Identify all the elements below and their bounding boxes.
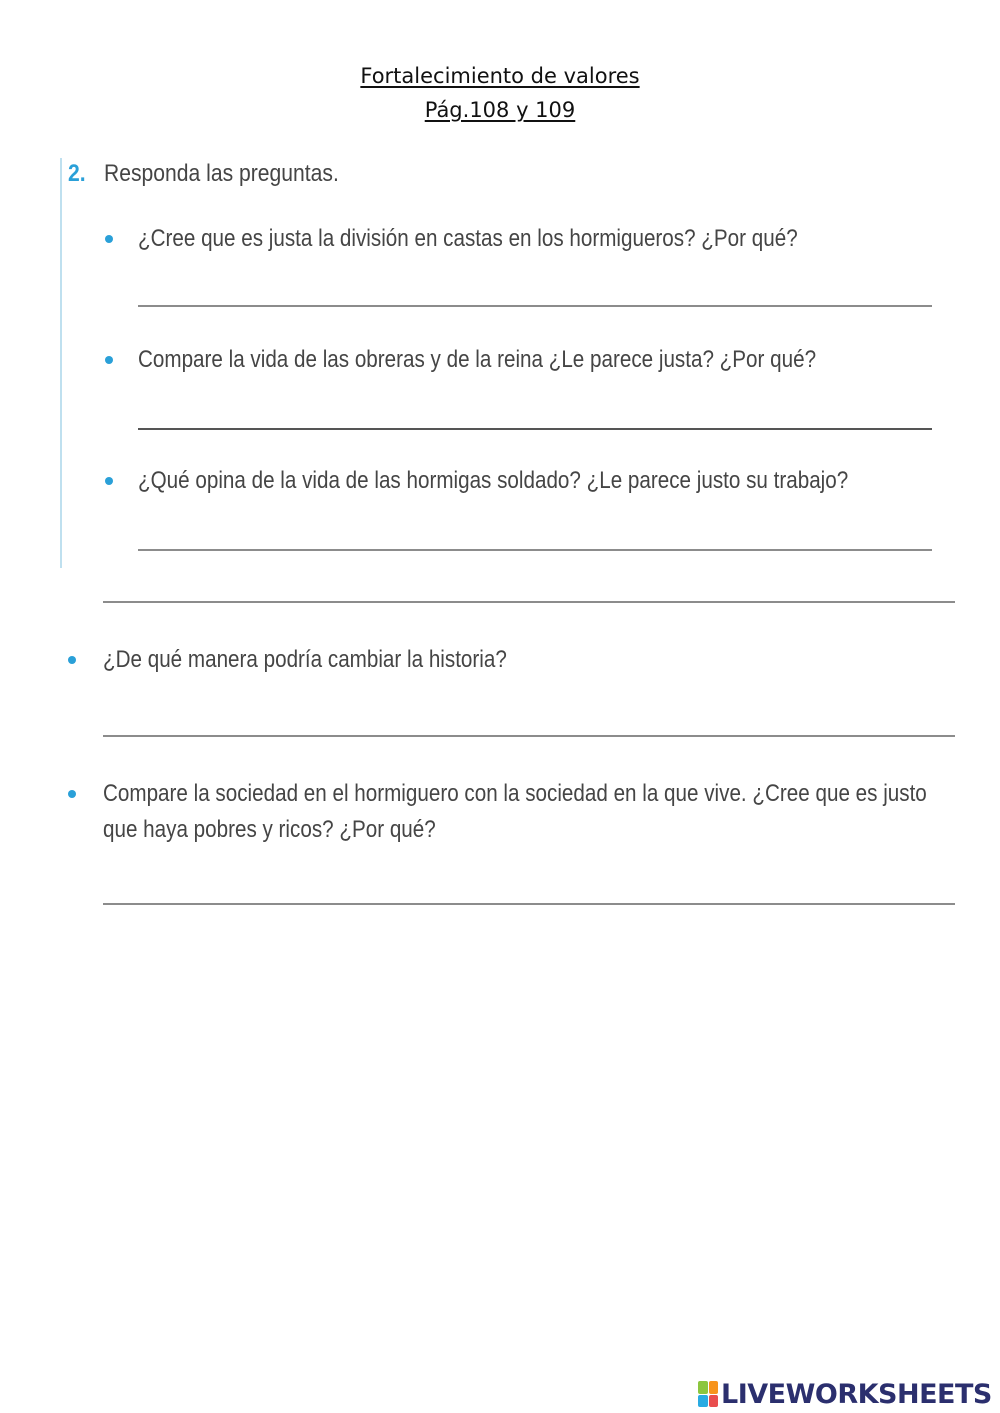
answer-line-1[interactable] [138,305,932,307]
logo-text: LIVEWORKSHEETS [721,1378,992,1410]
bullet-icon [105,235,113,243]
page-title: Fortalecimiento de valores [360,64,640,88]
question-5-text-line-1: Compare la sociedad en el hormiguero con la sociedad en la que vive. ¿Cree que es justo [103,780,927,807]
answer-line-5[interactable] [103,903,955,905]
section-number: 2. [68,160,86,187]
answer-line-2[interactable] [138,428,932,430]
question-5-text-line-2: que haya pobres y ricos? ¿Por qué? [103,816,436,843]
answer-line-4[interactable] [103,735,955,737]
bullet-icon [105,356,113,364]
liveworksheets-logo[interactable] [698,1378,992,1410]
question-3-text: ¿Qué opina de la vida de las hormigas soldado? ¿Le parece justo su trabajo? [138,467,849,494]
page-subtitle: Pág.108 y 109 [424,98,576,122]
question-4-text: ¿De qué manera podría cambiar la historia? [103,646,507,673]
bullet-icon [105,477,113,485]
answer-line-3-extra[interactable] [103,601,955,603]
section-side-rule [60,158,62,568]
question-1-text: ¿Cree que es justa la división en castas en los hormigueros? ¿Por qué? [138,225,798,252]
question-2-text: Compare la vida de las obreras y de la reina ¿Le parece justa? ¿Por qué? [138,346,817,373]
bullet-icon [68,656,76,664]
bullet-icon [68,790,76,798]
logo-mark-icon [698,1381,718,1407]
section-heading: Responda las preguntas. [104,160,339,187]
answer-line-3[interactable] [138,549,932,551]
